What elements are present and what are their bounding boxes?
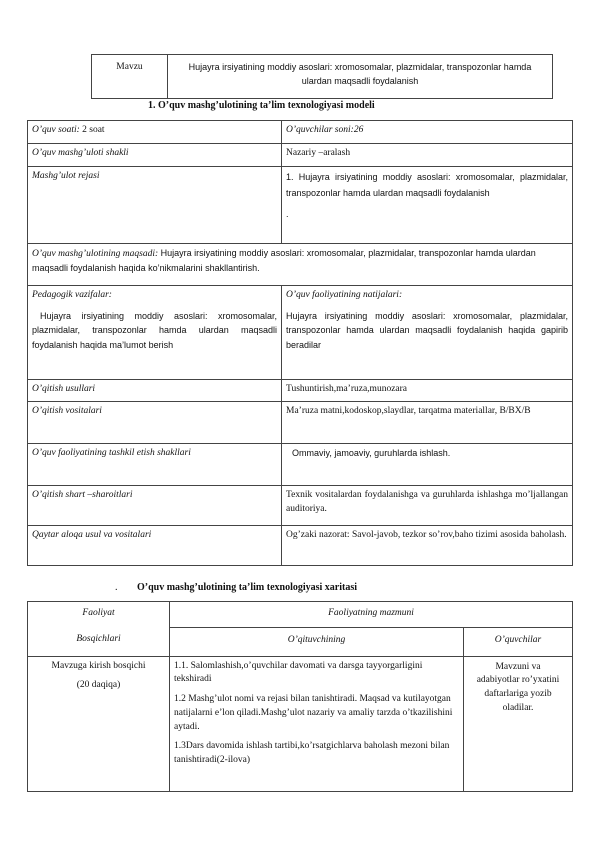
model-table bbox=[27, 120, 573, 566]
teaching-tools-value: Ma’ruza matni,kodoskop,slaydlar, tarqatma materiallar, B/BX/B bbox=[282, 402, 573, 444]
activity-stages-header bbox=[28, 602, 170, 657]
lesson-plan-label: Mashg’ulot rejasi bbox=[28, 167, 282, 244]
teaching-tools-label: O’qitish vositalari bbox=[28, 402, 282, 444]
teaching-conditions-label: O’qitish shart –sharoitlari bbox=[28, 486, 282, 526]
activity-content-header: Faoliyatning mazmuni bbox=[170, 602, 573, 628]
pedagogical-tasks-cell bbox=[28, 286, 282, 380]
student-count-label: O’quvchilar soni: bbox=[286, 125, 354, 135]
teaching-conditions-value: Texnik vositalardan foydalanishga va guruhlarda ishlashga mo’ljallangan auditoriya. bbox=[282, 486, 573, 526]
lesson-plan-text: 1. Hujayra irsiyatining moddiy asoslari: xromosomalar, plazmidalar, transpozonlar hamda ulardan maqsadli foydalanish bbox=[286, 172, 568, 198]
teaching-methods-value: Tushuntirish,ma’ruza,munozara bbox=[282, 380, 573, 402]
student-activity: Mavzuni va adabiyotlar ro’yxatini daftarlariga yozib oladilar. bbox=[464, 656, 573, 791]
teacher-header: O’qituvchining bbox=[170, 627, 464, 656]
teacher-activity-cell bbox=[170, 656, 464, 791]
teacher-step-2: 1.2 Mashg’ulot nomi va rejasi bilan tanishtiradi. Maqsad va kutilayotgan natijalarni e’lon qiladi.Mashg’ulot nazariy va amaliy tarzda o’tkazilishini aytadi. bbox=[174, 694, 453, 732]
section2-title: O’quv mashg’ulotining ta’lim texnologiyasi xaritasi bbox=[137, 582, 358, 593]
study-hours-value: 2 soat bbox=[79, 125, 105, 135]
stage-name: Mavzuga kirish bosqichi bbox=[51, 660, 146, 671]
activity-header: Faoliyat bbox=[82, 608, 115, 618]
section2-bullet: . bbox=[115, 582, 118, 593]
lesson-form-label: O’quv mashg’uloti shakli bbox=[28, 144, 282, 167]
teaching-methods-label: O’qitish usullari bbox=[28, 380, 282, 402]
study-hours-label: O’quv soati: bbox=[32, 125, 80, 135]
study-hours-cell bbox=[28, 121, 282, 144]
learning-outcomes-cell bbox=[282, 286, 573, 380]
student-count-value: 26 bbox=[353, 125, 364, 135]
lesson-plan-dot: . bbox=[286, 208, 289, 219]
teacher-step-1: 1.1. Salomlashish,o’quvchilar davomati va darsga tayyorgarligini tekshiradi bbox=[174, 660, 423, 685]
stage-cell bbox=[28, 656, 170, 791]
stages-header: Bosqichlari bbox=[76, 633, 121, 644]
learning-outcomes-text: Hujayra irsiyatining moddiy asoslari: xromosomalar, plazmidalar, transpozonlar hamda ulardan maqsadli foydalanish haqida gapirib beradilar bbox=[286, 310, 568, 350]
pedagogical-tasks-label: Pedagogik vazifalar: bbox=[32, 290, 112, 300]
lesson-goal-label: O’quv mashg’ulotining maqsadi: bbox=[32, 249, 159, 259]
mavzu-text: Hujayra irsiyatining moddiy asoslari: xromosomalar, plazmidalar, transpozonlar hamda ulardan maqsadli foydalanish bbox=[168, 55, 553, 99]
feedback-methods-value: Og’zaki nazorat: Savol-javob, tezkor so’rov,baho tizimi asosida baholash. bbox=[282, 526, 573, 566]
teacher-step-3: 1.3Dars davomida ishlash tartibi,ko’rsatgichlarva baholash mezoni bilan tanishtiradi(2-ilova) bbox=[174, 741, 450, 766]
students-header: O’quvchilar bbox=[464, 627, 573, 656]
table-row bbox=[28, 656, 573, 791]
pedagogical-tasks-text: Hujayra irsiyatining moddiy asoslari: xromosomalar, plazmidalar, transpozonlar hamda ulardan maqsadli foydalanish haqida ma’lumot berish bbox=[32, 310, 277, 350]
lesson-goal-cell bbox=[28, 244, 573, 286]
organization-forms-label: O’quv faoliyatining tashkil etish shakllari bbox=[28, 444, 282, 486]
stage-time: (20 daqiqa) bbox=[76, 680, 121, 691]
student-count-cell bbox=[282, 121, 573, 144]
lesson-form-value: Nazariy –aralash bbox=[282, 144, 573, 167]
lesson-goal-text: Hujayra irsiyatining moddiy asoslari: xromosomalar, plazmidalar, transpozonlar hamda ulardan maqsadli foydalanish haqida ko’nikmalarini shakllantirish. bbox=[32, 248, 536, 273]
organization-forms-value: Ommaviy, jamoaviy, guruhlarda ishlash. bbox=[282, 444, 573, 486]
feedback-methods-label: Qaytar aloqa usul va vositalari bbox=[28, 526, 282, 566]
topic-header-table bbox=[91, 54, 553, 99]
technology-map-table bbox=[27, 601, 573, 792]
mavzu-label: Mavzu bbox=[92, 55, 168, 99]
lesson-plan-cell bbox=[282, 167, 573, 244]
learning-outcomes-label: O’quv faoliyatining natijalari: bbox=[286, 290, 403, 300]
section1-title: 1. O’quv mashg’ulotining ta’lim texnologiyasi modeli bbox=[148, 100, 375, 111]
